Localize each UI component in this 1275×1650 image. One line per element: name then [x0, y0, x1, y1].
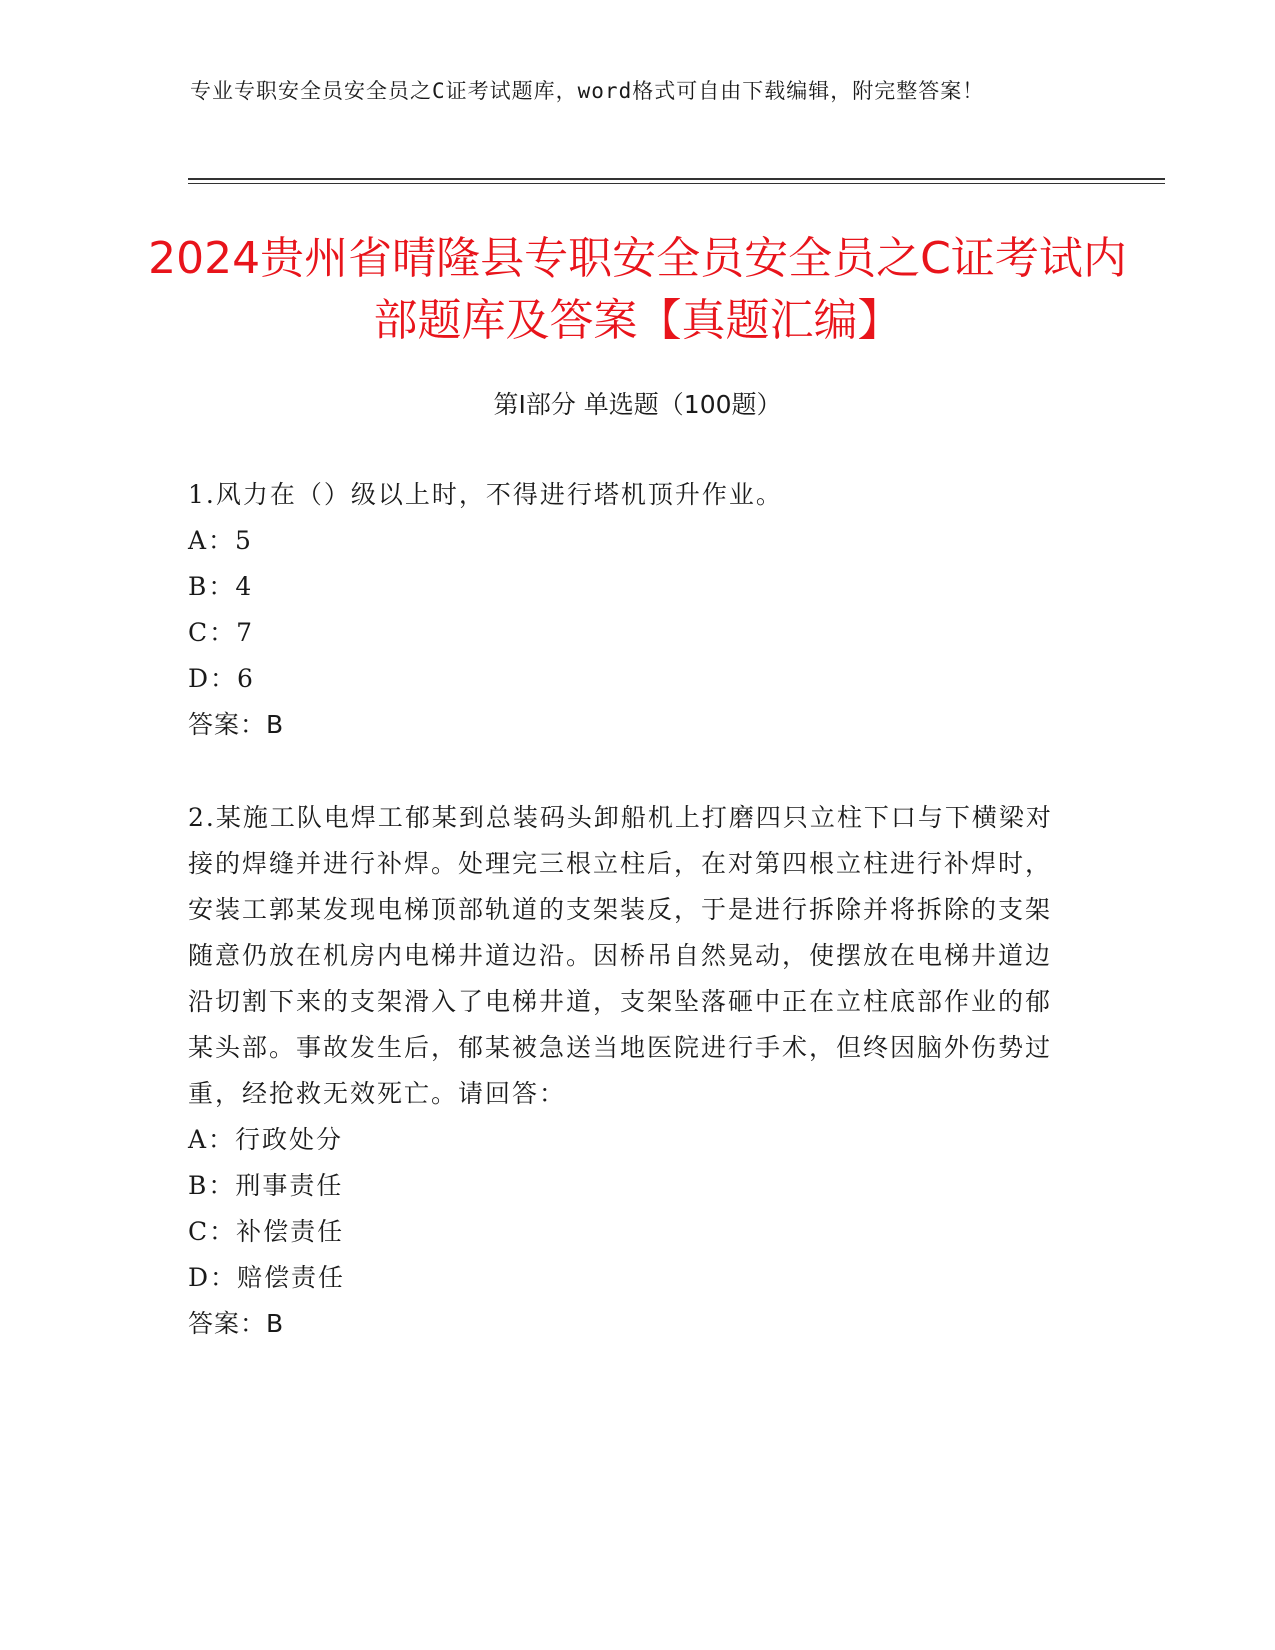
- option-a: A：行政处分: [188, 1125, 344, 1154]
- option-d: D：6: [188, 664, 255, 693]
- document-title: 2024贵州省晴隆县专职安全员安全员之C证考试内部题库及答案【真题汇编】: [148, 233, 1127, 346]
- question-block: [188, 472, 1068, 748]
- header-divider-thin: [188, 183, 1165, 184]
- section-heading: 第Ⅰ部分 单选题（100题）: [493, 390, 782, 419]
- option-c: C：补偿责任: [188, 1217, 345, 1246]
- option-b: B：4: [188, 572, 254, 601]
- answer-line: 答案：B: [188, 710, 285, 739]
- option-a: A：5: [188, 526, 253, 555]
- question-block: [188, 795, 1068, 1347]
- option-b: B：刑事责任: [188, 1171, 344, 1200]
- option-d: D：赔偿责任: [188, 1263, 346, 1292]
- answer-line: 答案：B: [188, 1309, 285, 1338]
- header-note: 专业专职安全员安全员之C证考试题库，word格式可自由下载编辑，附完整答案！: [190, 79, 985, 103]
- option-c: C：7: [188, 618, 255, 647]
- question-stem: 1.风力在（）级以上时，不得进行塔机顶升作业。: [188, 480, 783, 509]
- question-stem: 2.某施工队电焊工郁某到总装码头卸船机上打磨四只立柱下口与下横梁对接的焊缝并进行补焊。处理完三根立柱后，在对第四根立柱进行补焊时，安装工郭某发现电梯顶部轨道的支架装反，于是进行拆除并将拆除的支架随意仍放在机房内电梯井道边沿。因桥吊自然晃动，使摆放在电梯井道边沿切割下来的支架滑入了电梯井道，支架坠落砸中正在立柱底部作业的郁某头部。事故发生后，郁某被急送当地医院进行手术，但终因脑外伤势过重，经抢救无效死亡。请回答：: [188, 803, 1053, 1108]
- header-divider: [188, 178, 1165, 180]
